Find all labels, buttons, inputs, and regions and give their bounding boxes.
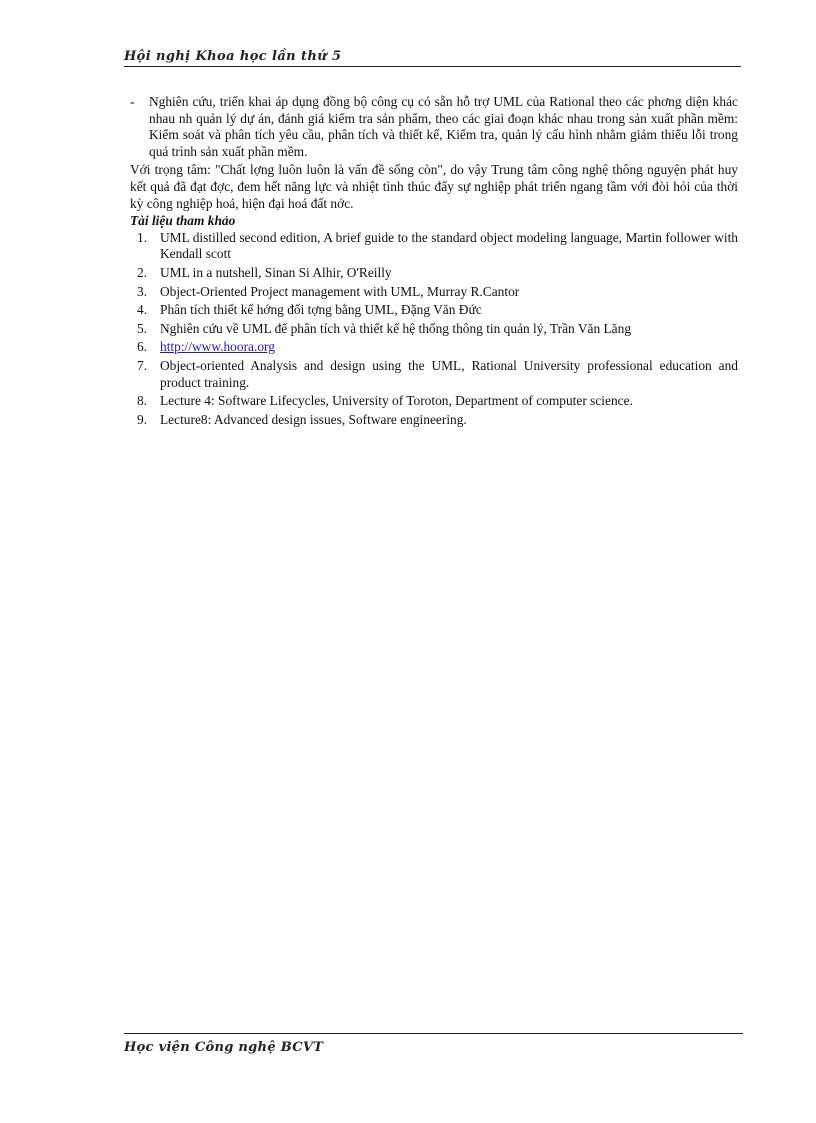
reference-link[interactable]: http://www.hoora.org	[160, 339, 275, 355]
reference-number: 7.	[137, 357, 148, 373]
reference-text: UML in a nutshell, Sinan Si Alhir, O'Reilly	[160, 264, 392, 280]
reference-number: 4.	[137, 302, 148, 318]
reference-text: Phân tích thiết kế hớng đối tợng bằng UML, Đặng Văn Đức	[160, 302, 482, 318]
reference-text: Lecture8: Advanced design issues, Software engineering.	[160, 411, 467, 427]
page-footer	[124, 1033, 743, 1056]
reference-item	[130, 284, 738, 301]
bullet-marker: -	[130, 94, 135, 109]
reference-text: Object-Oriented Project management with UML, Murray R.Cantor	[160, 283, 520, 299]
reference-number: 8.	[137, 393, 148, 409]
references-list	[130, 230, 738, 429]
reference-number: 5.	[137, 320, 148, 336]
reference-text: Object-oriented Analysis and design using the UML, Rational University professional education and product training.	[160, 357, 738, 390]
reference-text: Lecture 4: Software Lifecycles, University of Toroton, Department of computer science.	[160, 393, 633, 409]
reference-text: Nghiên cứu về UML để phân tích và thiết kế hệ thống thông tin quản lý, Trần Văn Lăng	[160, 320, 632, 336]
reference-number: 2.	[137, 264, 148, 280]
bullet-text: Nghiên cứu, triển khai áp dụng đồng bộ công cụ có sẵn hỗ trợ UML của Rational theo các phơng diện khác nhau nh quản lý dự án, đánh giá kiểm tra sản phẩm, theo các giai đoạn khác nhau trong sản xuất phần mềm: Kiểm soát và phân tích yêu cầu, phân tích và thiết kế, Kiểm tra, quản lý cấu hình nhằm giảm thiểu lỗi trong quá trình sản xuất phần mềm.	[149, 94, 738, 159]
header-title: Hội nghị Khoa học lần thứ 5	[124, 49, 342, 64]
reference-item	[130, 358, 738, 391]
footer-title: Học viện Công nghệ BCVT	[124, 1040, 324, 1055]
reference-item	[130, 412, 738, 429]
page-content	[130, 94, 738, 430]
reference-item	[130, 265, 738, 282]
reference-item	[130, 302, 738, 319]
page-header	[124, 47, 741, 67]
reference-number: 6.	[137, 339, 148, 355]
reference-item	[130, 393, 738, 410]
reference-number: 3.	[137, 283, 148, 299]
reference-text: UML distilled second edition, A brief guide to the standard object modeling language, Martin follower with Kendall scott	[160, 229, 738, 262]
references-heading: Tài liệu tham khảo	[130, 213, 236, 229]
body-paragraph: Với trọng tâm: "Chất lợng luôn luôn là vấn đề sống còn", do vậy Trung tâm công nghệ thông nguyện phát huy kết quả đã đạt đợc, đem hết năng lực và nhiệt tình thúc đẩy sự nghiệp phát triển ngang tầm với đòi hỏi của thời kỳ công nghiệp hoá, hiện đại hoá đất nớc.	[130, 162, 738, 211]
reference-item	[130, 321, 738, 338]
bullet-item	[130, 94, 738, 160]
reference-item	[130, 339, 738, 356]
reference-number: 9.	[137, 411, 148, 427]
reference-number: 1.	[137, 229, 148, 245]
reference-item	[130, 230, 738, 263]
